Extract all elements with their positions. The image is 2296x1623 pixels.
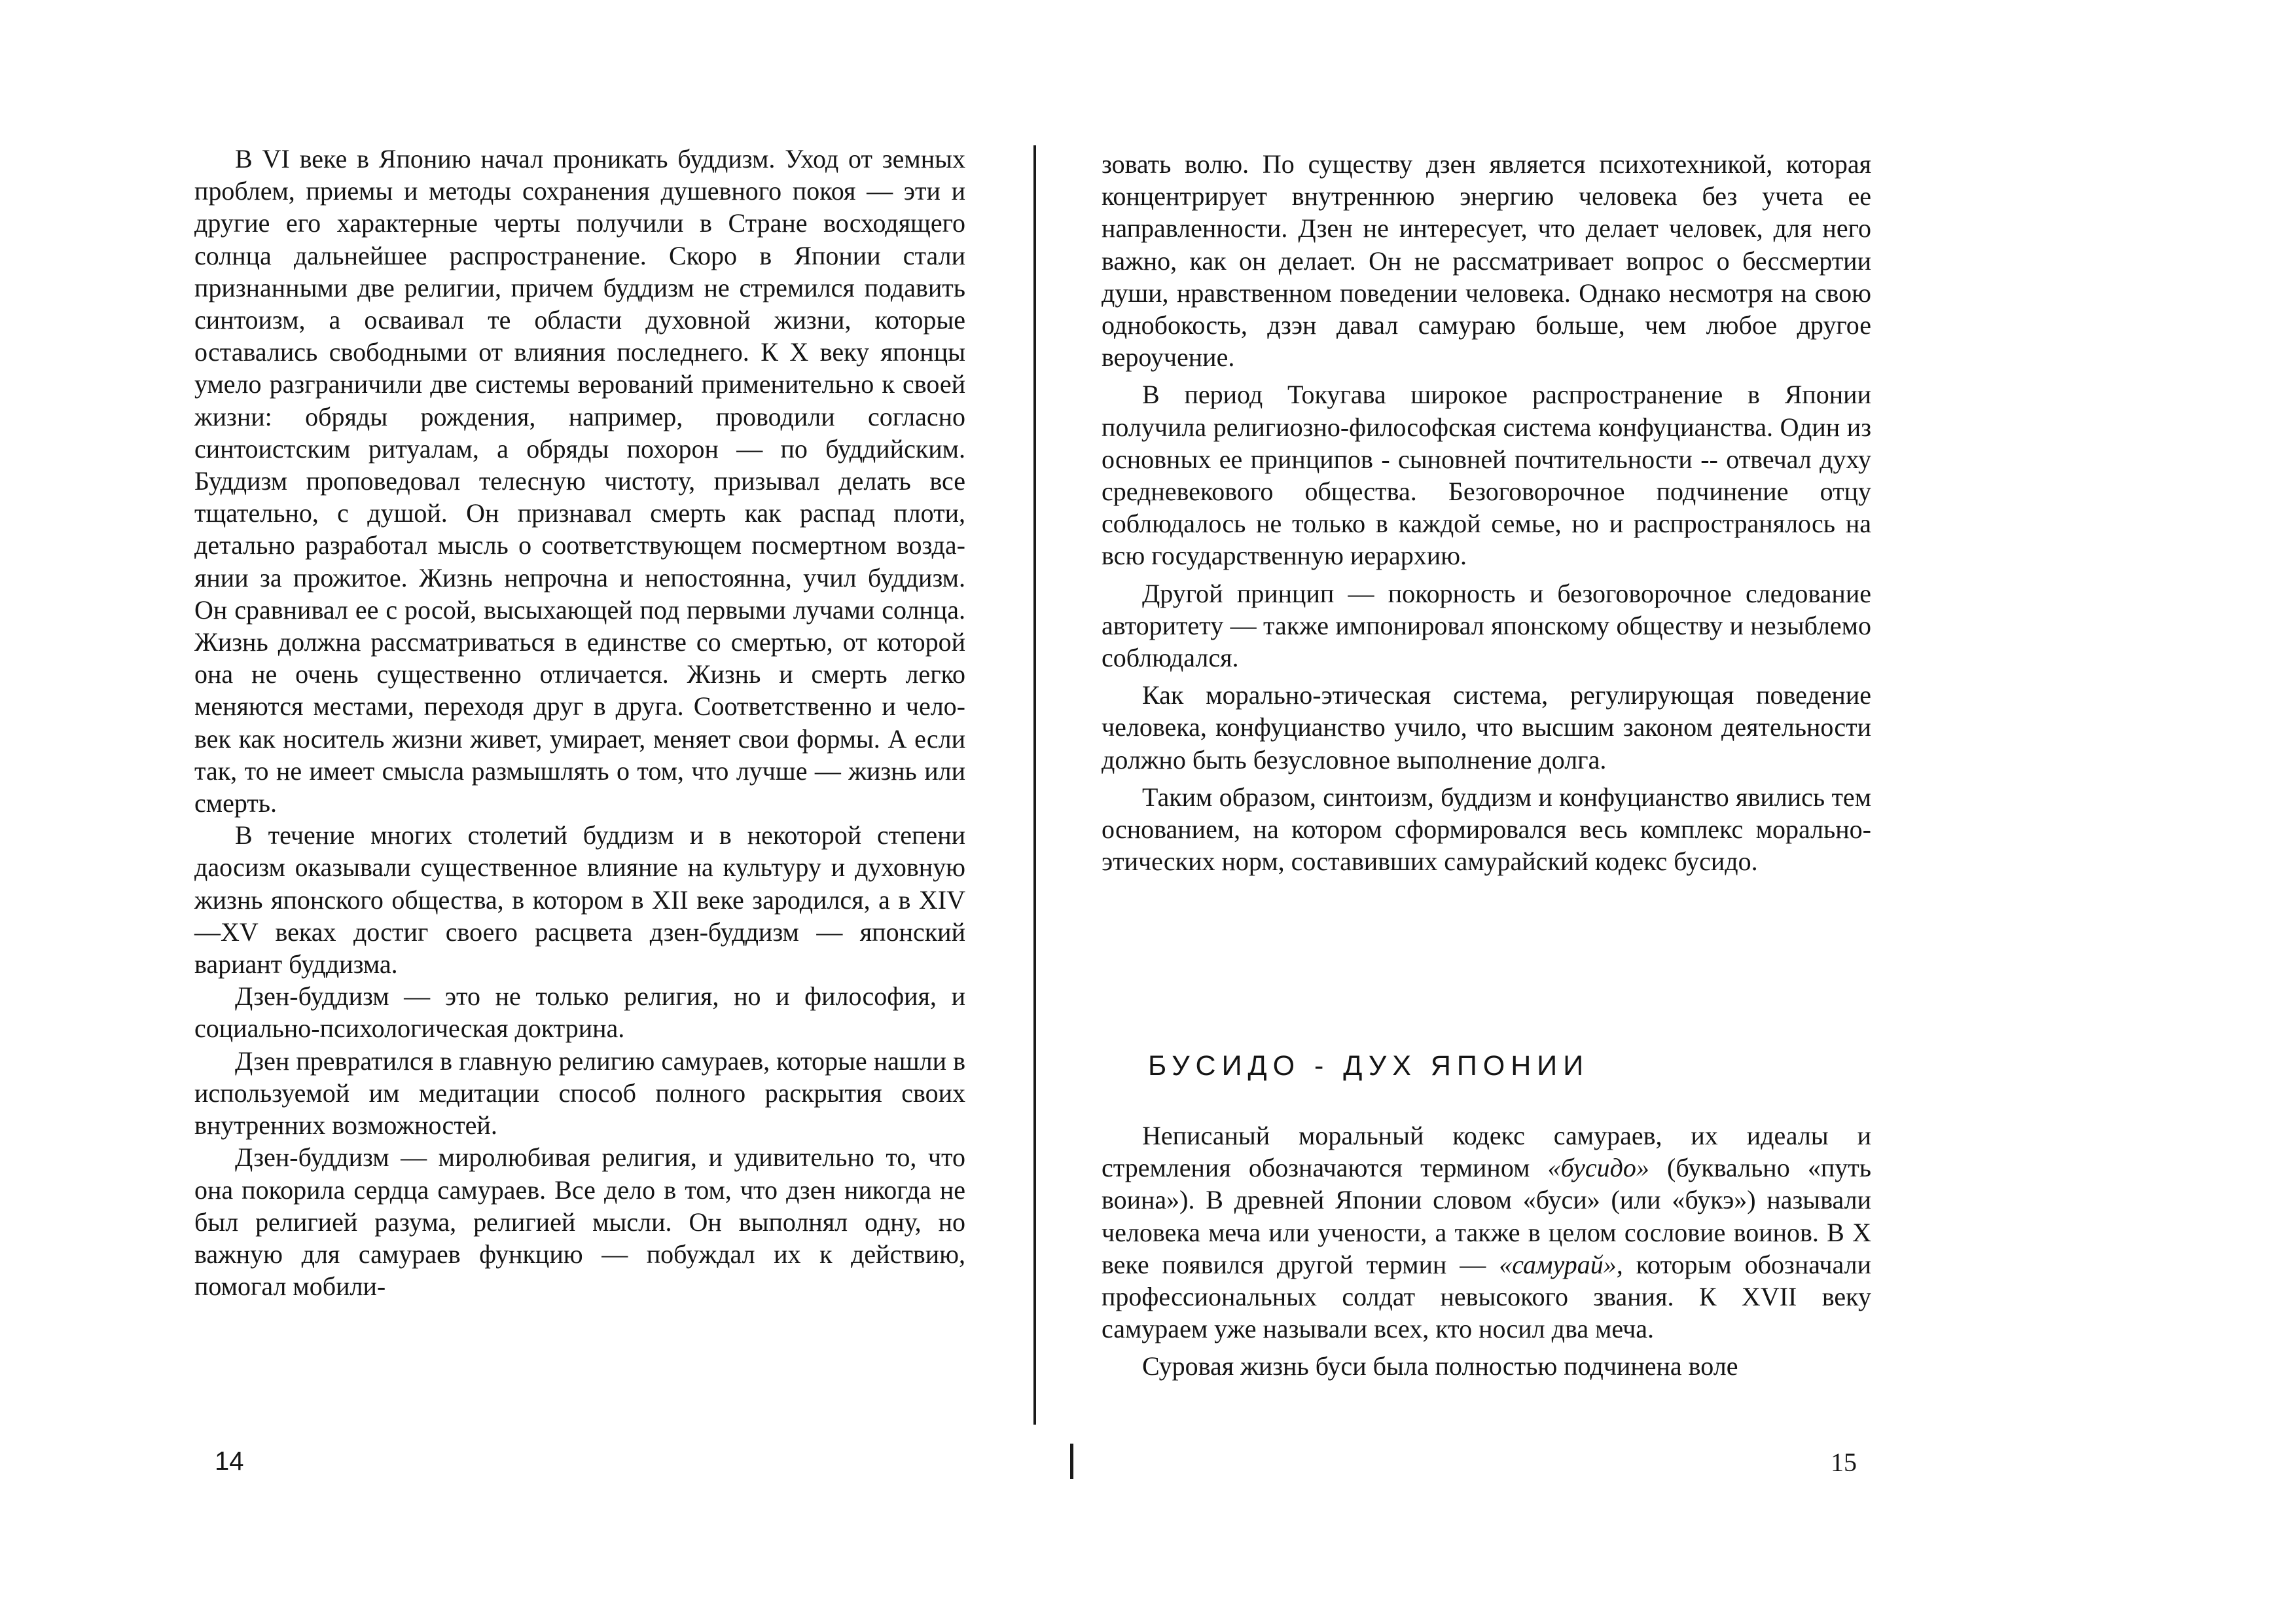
paragraph-text: Неписаный моральный кодекс самураев, их идеалы и стремления обозначаются термином <box>1102 1121 1871 1183</box>
left-page-text <box>194 143 965 1302</box>
italic-term: «бусидо» <box>1547 1153 1649 1183</box>
paragraph: В период Токугава широкое распространение в Японии получила религиозно-философская система конфуцианства. Один из основных ее принципов - сыновней почтительности -- отвечал духу средневекового общества. Безоговорочное подчинение отцу соблюдалось не только в каждой семье, но и распространялось на всю государственную иерархию. <box>1102 380 1871 571</box>
paragraph: Дзен превратился в главную религию самураев, которые нашли в используемой им медитации способ полного раскрытия своих внутренних возможностей. <box>194 1046 965 1140</box>
paragraph: Дзен-буддизм — миролюбивая религия, и удивительно то, что она покорила сердца самураев. Все дело в том, что дзен никогда не был религией разума, религией мысли. Он выполнял одну, но важную для самураев функцию — побуждал их к действию, помогал мобили- <box>194 1142 965 1302</box>
right-page-text-bottom <box>1102 1120 1871 1383</box>
paragraph <box>1102 1120 1871 1345</box>
paragraph: Суровая жизнь буси была полностью подчинена воле <box>1142 1351 1738 1381</box>
paragraph-text: которым обозначали профессиональных солдат невысокого звания. К XVII веку самураем уже называли всех, кто носил два меча. <box>1102 1249 1871 1344</box>
right-page-text-top <box>1102 148 1871 877</box>
spine-divider <box>1033 145 1036 1425</box>
spine-tick-mark <box>1070 1444 1073 1479</box>
italic-term: «самурай», <box>1499 1249 1623 1279</box>
paragraph-text: (буквально «путь воина»). В древней Японии словом «буси» (или «букэ») называли человека меча или учености, а также в целом сословие воинов. В X веке появился другой термин — <box>1102 1153 1871 1279</box>
paragraph: В VI веке в Японию начал проникать буддизм. Уход от земных проблем, приемы и методы сохранения душевного покоя — эти и другие его характерные черты получили в Стране восходящего солнца дальнейшее распространение. Скоро в Японии стали признанными две религии, причем буддизм не стремился подавить синтоизм, а осваивал те области духовной жизни, которые оставались свободными от влияния последнего. К X веку японцы умело разграничили две системы верований применительно к своей жизни: обряды рождения, например, проводили согласно синтоистским ритуалам, а обряды похорон — по буддийским. Буддизм проповедовал телесную чистоту, призывал делать все тщательно, с душой. Он признавал смерть как распад плоти, детально разработал мысль о соответствующем посмертном воздаянии за прожитое. Жизнь непрочна и непостоянна, учил буддизм. Он сравнивал ее с росой, высыхающей под первыми лучами солнца. Жизнь должна рассматриваться в единстве со смертью, от которой она не очень существенно отличается. Жизнь и смерть легко меняются местами, переходя друг в друга. Соответственно и человек как носитель жизни живет, умирает, меняет свои формы. А если так, то не имеет смысла размышлять о том, что лучше — жизнь или смерть. <box>194 144 965 818</box>
page-number-right: 15 <box>1831 1448 1857 1477</box>
paragraph: В течение многих столетий буддизм и в некоторой степени даосизм оказывали существенное влияние на культуру и духовную жизнь японского общества, в котором в XII веке зародился, а в XIV—XV веках достиг своего расцвета дзен-буддизм — японский вариант буддизма. <box>194 820 965 979</box>
page-number-left: 14 <box>215 1447 244 1476</box>
paragraph: Таким образом, синтоизм, буддизм и конфуцианство явились тем основанием, на котором сформировался весь комплекс морально-этических норм, составивших самурайский кодекс бусидо. <box>1102 782 1871 877</box>
paragraph: Дзен-буддизм — это не только религия, но и философия, и социально-психологическая доктрина. <box>194 981 965 1044</box>
paragraph: Другой принцип — покорность и безоговорочное следование авторитету — также импонировал японскому обществу и незыблемо соблюдался. <box>1102 578 1871 673</box>
paragraph: Как морально-этическая система, регулирующая поведение человека, конфуцианство учило, что высшим законом деятельности должно быть безусловное выполнение долга. <box>1102 680 1871 775</box>
paragraph: зовать волю. По существу дзен является психотехникой, которая концентрирует внутреннюю энергию человека без учета ее направленности. Дзен не интересует, что делает человек, для него важно, как он делает. Он не рассматривает вопрос о бессмертии души, нравственном поведении человека. Однако несмотря на свою однобокость, дзэн давал самураю больше, чем любое другое вероучение. <box>1102 149 1871 373</box>
section-title: БУСИДО - ДУХ ЯПОНИИ <box>1148 1050 1590 1082</box>
